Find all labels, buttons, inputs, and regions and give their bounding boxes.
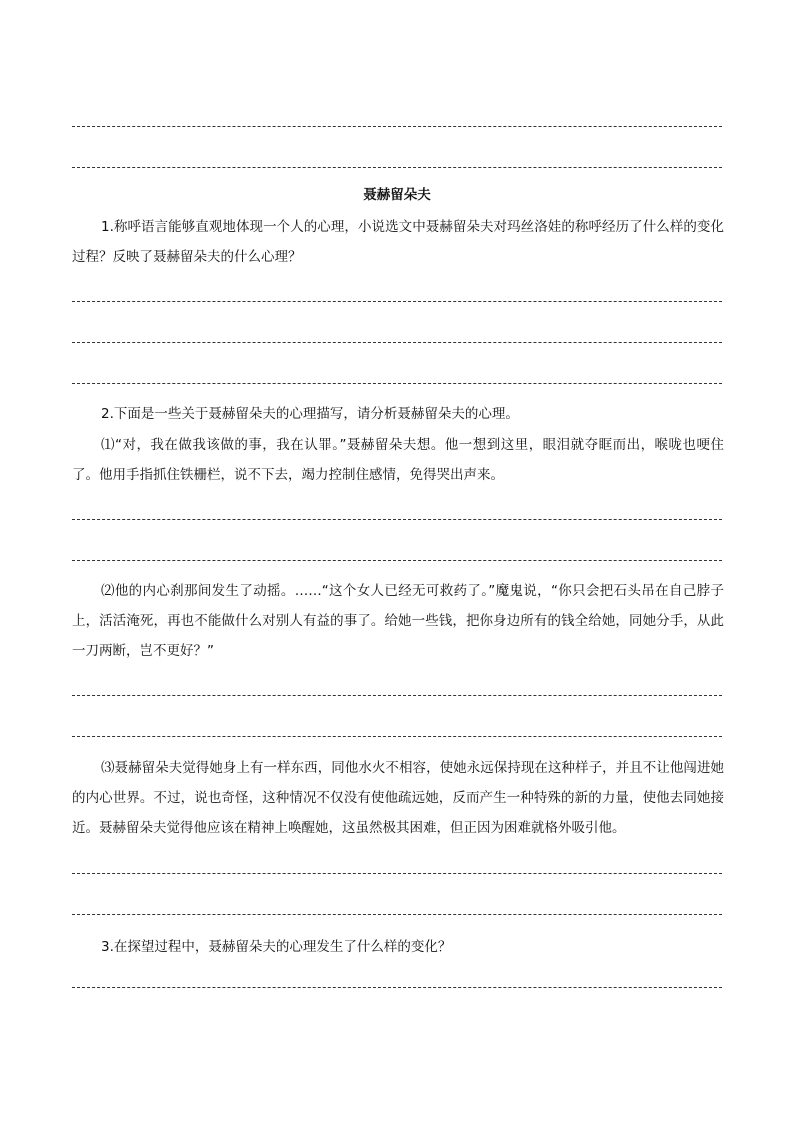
answer-line (72, 383, 722, 384)
question-1: 1.称呼语言能够直观地体现一个人的心理，小说选文中聂赫留朵夫对玛丝洛娃的称呼经历了什么样的变化过程？反映了聂赫留朵夫的什么心理？ (72, 219, 724, 265)
question-2-item-2: ⑵他的内心刹那间发生了动摇。……“这个女人已经无可救药了。”魔鬼说，“你只会把石头吊在自己脖子上，活活淹死，再也不能做什么对别人有益的事了。给她一些钱，把你身边所有的钱全给她，同她分手，从此一刀两断，岂不更好？” (72, 583, 724, 659)
answer-line (72, 301, 722, 302)
answer-line (72, 519, 722, 520)
section-title: 聂赫留朵夫 (363, 187, 431, 203)
answer-line (72, 560, 722, 561)
question-2: 2.下面是一些关于聂赫留朵夫的心理描写，请分析聂赫留朵夫的心理。 (101, 406, 519, 422)
answer-line (72, 873, 722, 874)
question-2-item-3: ⑶聂赫留朵夫觉得她身上有一样东西，同他水火不相容，使她永远保持现在这种样子，并且不让他闯进她的内心世界。不过，说也奇怪，这种情况不仅没有使他疏远她，反而产生一种特殊的新的力量，使他去同她接近。聂赫留朵夫觉得他应该在精神上唤醒她，这虽然极其困难，但正因为困难就格外吸引他。 (72, 760, 724, 836)
answer-line (72, 695, 722, 696)
answer-line (72, 342, 722, 343)
question-3: 3.在探望过程中，聂赫留朵夫的心理发生了什么样的变化？ (101, 939, 452, 955)
answer-line (72, 914, 722, 915)
answer-line (72, 126, 722, 127)
question-2-item-1: ⑴“对，我在做我该做的事，我在认罪。”聂赫留朵夫想。他一想到这里，眼泪就夺眶而出，喉咙也哽住了。他用手指抓住铁栅栏，说不下去，竭力控制住感情，免得哭出声来。 (72, 437, 724, 483)
answer-line (72, 736, 722, 737)
answer-line (72, 987, 722, 988)
answer-line (72, 167, 722, 168)
